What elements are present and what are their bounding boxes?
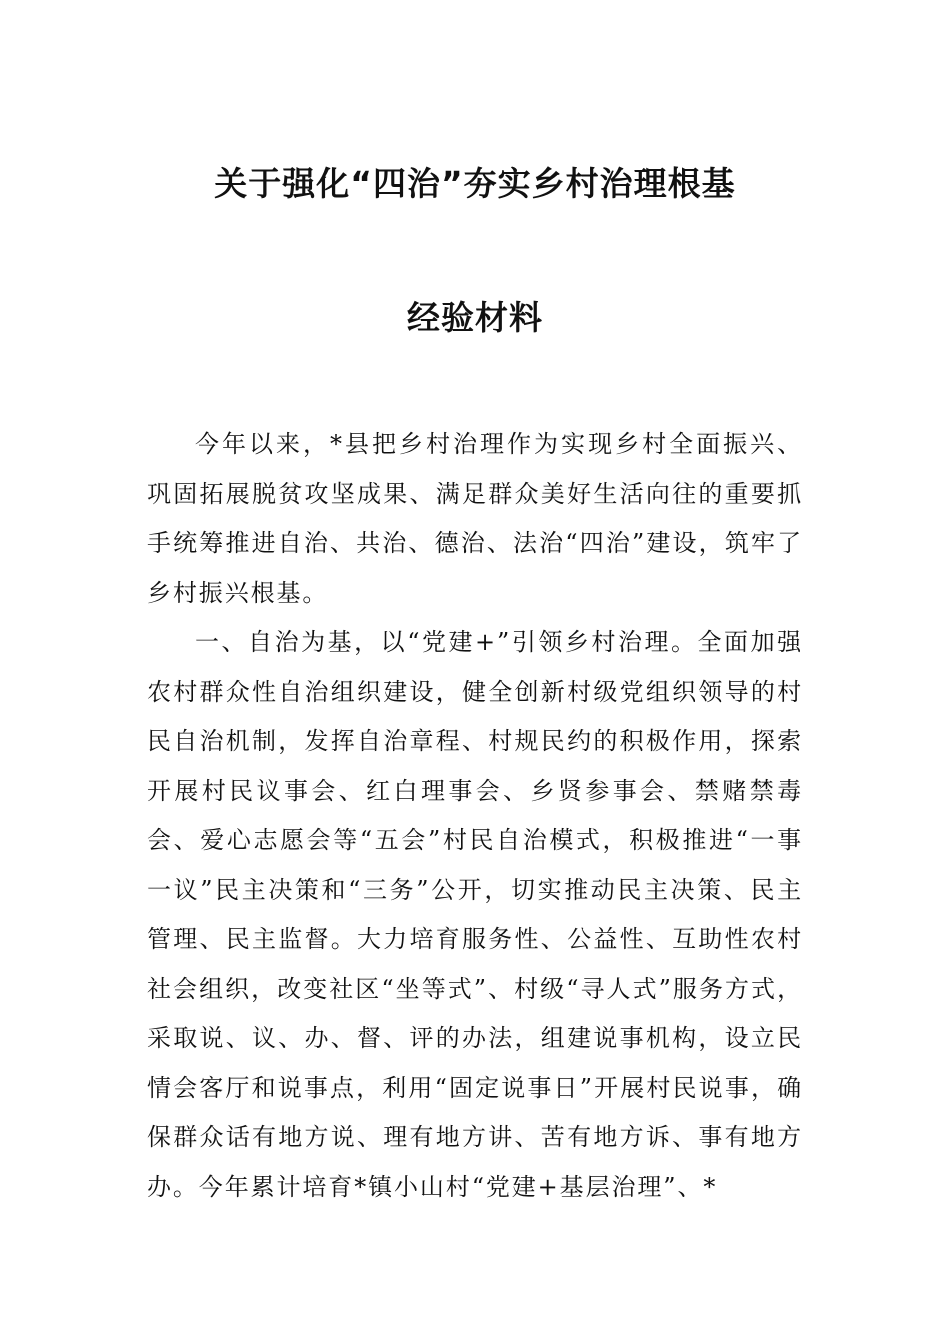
document-title: 关于强化“四治”夯实乡村治理根基 — [214, 164, 736, 203]
document-body — [147, 420, 803, 1212]
section-one-paragraph: 一、自治为基，以“党建+”引领乡村治理。全面加强农村群众性自治组织建设，健全创新村级党组织领导的村民自治机制，发挥自治章程、村规民约的积极作用，探索开展村民议事会、红白理事会、乡贤参事会、禁赌禁毒会、爱心志愿会等“五会”村民自治模式，积极推进“一事一议”民主决策和“三务”公开，切实推动民主决策、民主管理、民主监督。大力培育服务性、公益性、互助性农村社会组织，改变社区“坐等式”、村级“寻人式”服务方式，采取说、议、办、督、评的办法，组建说事机构，设立民情会客厅和说事点，利用“固定说事日”开展村民说事，确保群众话有地方说、理有地方讲、苦有地方诉、事有地方办。今年累计培育*镇小山村“党建+基层治理”、* — [147, 628, 803, 1201]
document-subtitle: 经验材料 — [407, 298, 543, 337]
intro-paragraph: 今年以来，*县把乡村治理作为实现乡村全面振兴、巩固拓展脱贫攻坚成果、满足群众美好生活向往的重要抓手统筹推进自治、共治、德治、法治“四治”建设，筑牢了乡村振兴根基。 — [147, 430, 803, 607]
